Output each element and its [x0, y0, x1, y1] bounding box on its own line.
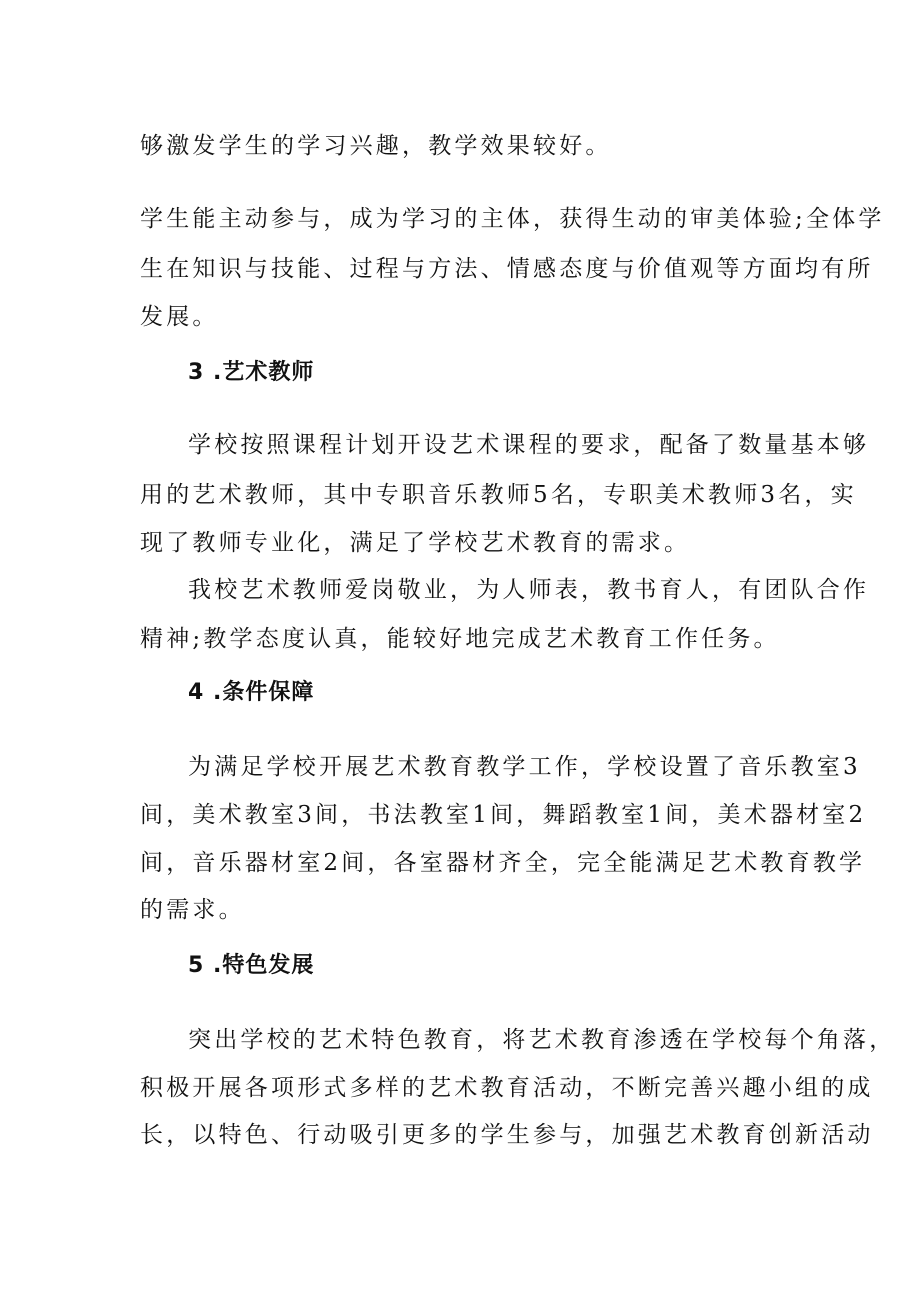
paragraph-line: 精神;教学态度认真，能较好地完成艺术教育工作任务。	[140, 626, 780, 652]
paragraph-line: 现了教师专业化，满足了学校艺术教育的需求。	[140, 530, 691, 556]
section-heading-art-teachers: 3 .艺术教师	[188, 360, 315, 385]
paragraph-line: 间，音乐器材室2间，各室器材齐全，完全能满足艺术教育教学	[140, 850, 866, 876]
paragraph-line: 发展。	[140, 304, 219, 330]
paragraph-line: 积极开展各项形式多样的艺术教育活动，不断完善兴趣小组的成	[140, 1075, 874, 1101]
paragraph-line: 突出学校的艺术特色教育，将艺术教育渗透在学校每个角落，	[188, 1027, 896, 1053]
paragraph-line: 间，美术教室3间，书法教室1间，舞蹈教室1间，美术器材室2	[140, 802, 867, 828]
section-heading-conditions: 4 .条件保障	[188, 680, 315, 705]
paragraph-line: 的需求。	[140, 897, 245, 923]
paragraph-line: 学校按照课程计划开设艺术课程的要求，配备了数量基本够	[188, 432, 870, 458]
paragraph-line: 够激发学生的学习兴趣，教学效果较好。	[140, 133, 612, 159]
section-heading-featured-development: 5 .特色发展	[188, 953, 315, 978]
paragraph-line: 我校艺术教师爱岗敬业，为人师表，教书育人，有团队合作	[188, 577, 870, 603]
paragraph-line: 为满足学校开展艺术教育教学工作，学校设置了音乐教室3	[188, 754, 861, 780]
paragraph-line: 长，以特色、行动吸引更多的学生参与，加强艺术教育创新活动	[140, 1122, 874, 1148]
paragraph-line: 生在知识与技能、过程与方法、情感态度与价值观等方面均有所	[140, 256, 874, 282]
paragraph-line: 用的艺术教师，其中专职音乐教师5名，专职美术教师3名，实	[140, 482, 857, 508]
paragraph-line: 学生能主动参与，成为学习的主体，获得生动的审美体验;全体学	[140, 206, 885, 232]
